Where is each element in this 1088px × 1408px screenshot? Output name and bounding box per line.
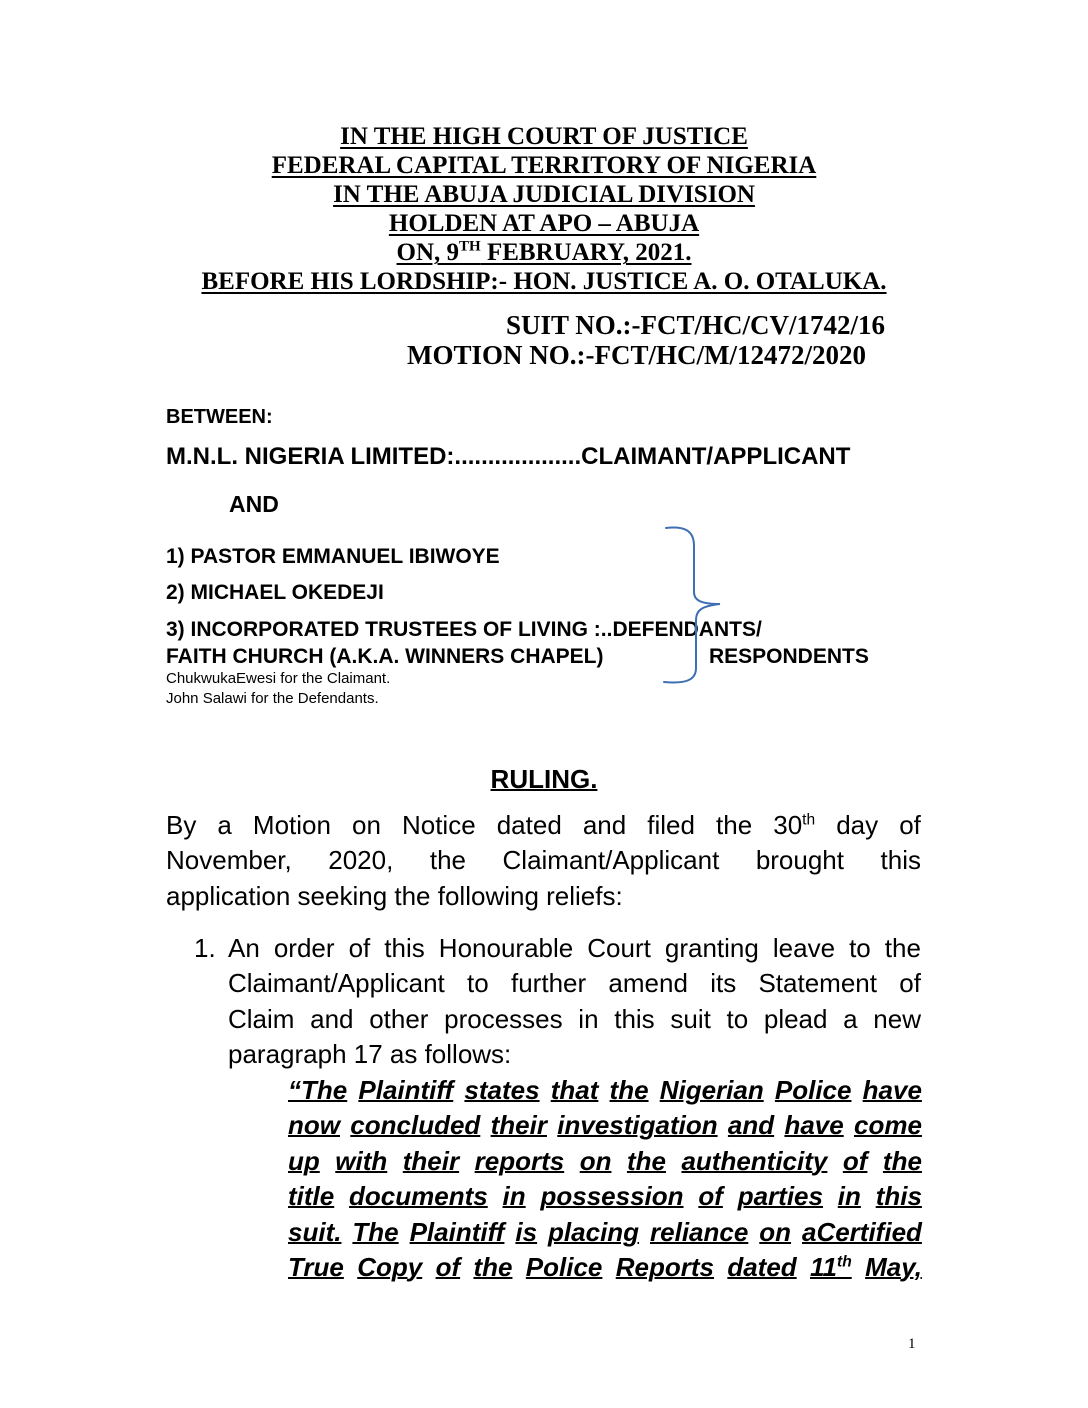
- word: come: [854, 1110, 922, 1140]
- word: other: [369, 1004, 429, 1034]
- quote-line-6: [288, 1250, 922, 1286]
- word: this: [384, 933, 425, 963]
- defendant-2: 2) MICHAEL OKEDEJI: [166, 581, 384, 604]
- word: this: [875, 1181, 922, 1211]
- word: Claimant/Applicant: [228, 968, 445, 998]
- defendant-3-line-1: 3) INCORPORATED TRUSTEES OF LIVING :..DEFENDANTS/: [166, 618, 762, 641]
- intro-day-sup: th: [802, 811, 816, 829]
- word: to: [726, 1004, 749, 1034]
- intro-line-3: application seeking the following reliefs:: [166, 881, 623, 911]
- word: the: [884, 933, 921, 963]
- word: and: [310, 1004, 354, 1034]
- word: The: [352, 1217, 399, 1247]
- word: of: [435, 1252, 461, 1282]
- word: in: [578, 1004, 599, 1034]
- word: of: [899, 968, 921, 998]
- word: on: [352, 810, 381, 840]
- quote-day: [810, 1250, 852, 1286]
- word: dated: [727, 1252, 797, 1282]
- word: authenticity: [681, 1146, 828, 1176]
- and-label: AND: [229, 491, 279, 517]
- word: processes: [444, 1004, 563, 1034]
- between-label: BETWEEN:: [166, 406, 273, 428]
- quote-line-3: [288, 1144, 922, 1180]
- word: of: [348, 933, 371, 963]
- word: Plaintiff: [358, 1075, 454, 1105]
- word: of: [842, 1146, 868, 1176]
- word: leave: [772, 933, 836, 963]
- suit-number: SUIT NO.:-FCT/HC/CV/1742/16: [506, 310, 886, 340]
- intro-day: [773, 808, 815, 844]
- word: on: [759, 1217, 792, 1247]
- word: its: [710, 968, 737, 998]
- word: this: [880, 845, 921, 875]
- word: of: [698, 1181, 723, 1211]
- word: May,: [865, 1252, 922, 1282]
- court-heading-line-4: HOLDEN AT APO – ABUJA: [388, 210, 700, 237]
- word: plead: [763, 1004, 828, 1034]
- quote-line-1: [288, 1073, 922, 1109]
- word: the: [609, 1075, 649, 1105]
- word: on: [579, 1146, 612, 1176]
- word: title: [288, 1181, 335, 1211]
- word: is: [515, 1217, 538, 1247]
- ruling-date-month-year: FEBRUARY, 2021.: [480, 239, 692, 266]
- word: Plaintiff: [409, 1217, 505, 1247]
- word: “The: [288, 1075, 348, 1105]
- word: True: [288, 1252, 344, 1282]
- defendant-3-line-2: FAITH CHURCH (A.K.A. WINNERS CHAPEL): [166, 645, 604, 668]
- court-heading-line-2: FEDERAL CAPITAL TERRITORY OF NIGERIA: [271, 152, 817, 179]
- word: have: [784, 1110, 844, 1140]
- curly-bracket-icon: [650, 520, 730, 690]
- word: up: [288, 1146, 320, 1176]
- word: a: [217, 810, 232, 840]
- word: filed: [647, 810, 695, 840]
- word: 2020,: [328, 845, 394, 875]
- word: order: [273, 933, 335, 963]
- word: placing: [548, 1217, 640, 1247]
- word: new: [873, 1004, 921, 1034]
- word: Motion: [252, 810, 331, 840]
- word: By: [166, 810, 197, 840]
- word: concluded: [350, 1110, 481, 1140]
- ruling-title: RULING.: [490, 764, 598, 794]
- ruling-date-day: ON, 9: [396, 239, 460, 266]
- quote-line-5: [288, 1215, 922, 1251]
- word: the: [626, 1146, 666, 1176]
- word: the: [882, 1146, 922, 1176]
- word: possession: [540, 1181, 684, 1211]
- respondents-label: RESPONDENTS: [709, 645, 869, 668]
- counsel-defendants: John Salawi for the Defendants.: [166, 690, 379, 707]
- word: brought: [755, 845, 844, 875]
- word: Court: [587, 933, 651, 963]
- word: to: [849, 933, 871, 963]
- page-number: 1: [908, 1336, 916, 1352]
- relief-number: 1.: [194, 933, 216, 963]
- word: dated: [496, 810, 562, 840]
- word: now: [288, 1110, 340, 1140]
- word: a: [843, 1004, 858, 1034]
- word: parties: [737, 1181, 823, 1211]
- word: in: [837, 1181, 861, 1211]
- word: Claim: [228, 1004, 295, 1034]
- word: the: [429, 845, 466, 875]
- court-heading-line-3: IN THE ABUJA JUDICIAL DIVISION: [333, 181, 755, 208]
- relief-line-1: [228, 931, 921, 967]
- word: suit.: [288, 1217, 342, 1247]
- word: granting: [664, 933, 759, 963]
- word: Police: [525, 1252, 603, 1282]
- word: states: [464, 1075, 540, 1105]
- word: further: [511, 968, 587, 998]
- word: reliance: [650, 1217, 749, 1247]
- judge-line: BEFORE HIS LORDSHIP:- HON. JUSTICE A. O. OTALUKA.: [201, 268, 887, 295]
- quote-day-number: 11: [810, 1252, 838, 1282]
- ruling-date: [0, 238, 1088, 267]
- word: of: [899, 810, 921, 840]
- word: Reports: [615, 1252, 714, 1282]
- word: Police: [774, 1075, 852, 1105]
- intro-line-2: [166, 843, 921, 879]
- word: Nigerian: [659, 1075, 764, 1105]
- word: the: [473, 1252, 513, 1282]
- word: this: [614, 1004, 655, 1034]
- counsel-claimant: ChukwukaEwesi for the Claimant.: [166, 670, 391, 687]
- word: in: [502, 1181, 526, 1211]
- word: their: [490, 1110, 547, 1140]
- word: Copy: [357, 1252, 423, 1282]
- quote-day-sup: th: [837, 1253, 852, 1271]
- ruling-date-sup: TH: [459, 238, 481, 255]
- word: that: [550, 1075, 599, 1105]
- word: Statement: [758, 968, 877, 998]
- word: their: [402, 1146, 460, 1176]
- word: with: [335, 1146, 388, 1176]
- court-heading-line-1: IN THE HIGH COURT OF JUSTICE: [340, 123, 748, 150]
- intro-line-1: [166, 808, 921, 844]
- word: suit: [670, 1004, 711, 1034]
- word: November,: [166, 845, 292, 875]
- word: reports: [474, 1146, 565, 1176]
- word: day: [836, 810, 879, 840]
- defendant-1: 1) PASTOR EMMANUEL IBIWOYE: [166, 545, 500, 568]
- word: Notice: [401, 810, 476, 840]
- word: Honourable: [438, 933, 574, 963]
- motion-number: MOTION NO.:-FCT/HC/M/12472/2020: [407, 340, 866, 370]
- word: Claimant/Applicant: [502, 845, 720, 875]
- claimant-line: M.N.L. NIGERIA LIMITED:...................CLAIMANT/APPLICANT: [166, 443, 851, 470]
- word: and: [727, 1110, 775, 1140]
- quote-line-4: [288, 1179, 922, 1215]
- relief-line-4: paragraph 17 as follows:: [228, 1039, 512, 1069]
- word: aCertified: [801, 1217, 922, 1247]
- word: and: [582, 810, 627, 840]
- intro-day-number: 30: [773, 810, 803, 840]
- relief-line-3: [228, 1002, 921, 1038]
- word: to: [467, 968, 489, 998]
- word: investigation: [557, 1110, 718, 1140]
- relief-line-2: [228, 966, 921, 1002]
- quote-line-2: [288, 1108, 922, 1144]
- word: documents: [349, 1181, 488, 1211]
- word: the: [716, 810, 753, 840]
- word: amend: [608, 968, 688, 998]
- word: have: [862, 1075, 922, 1105]
- word: An: [228, 933, 260, 963]
